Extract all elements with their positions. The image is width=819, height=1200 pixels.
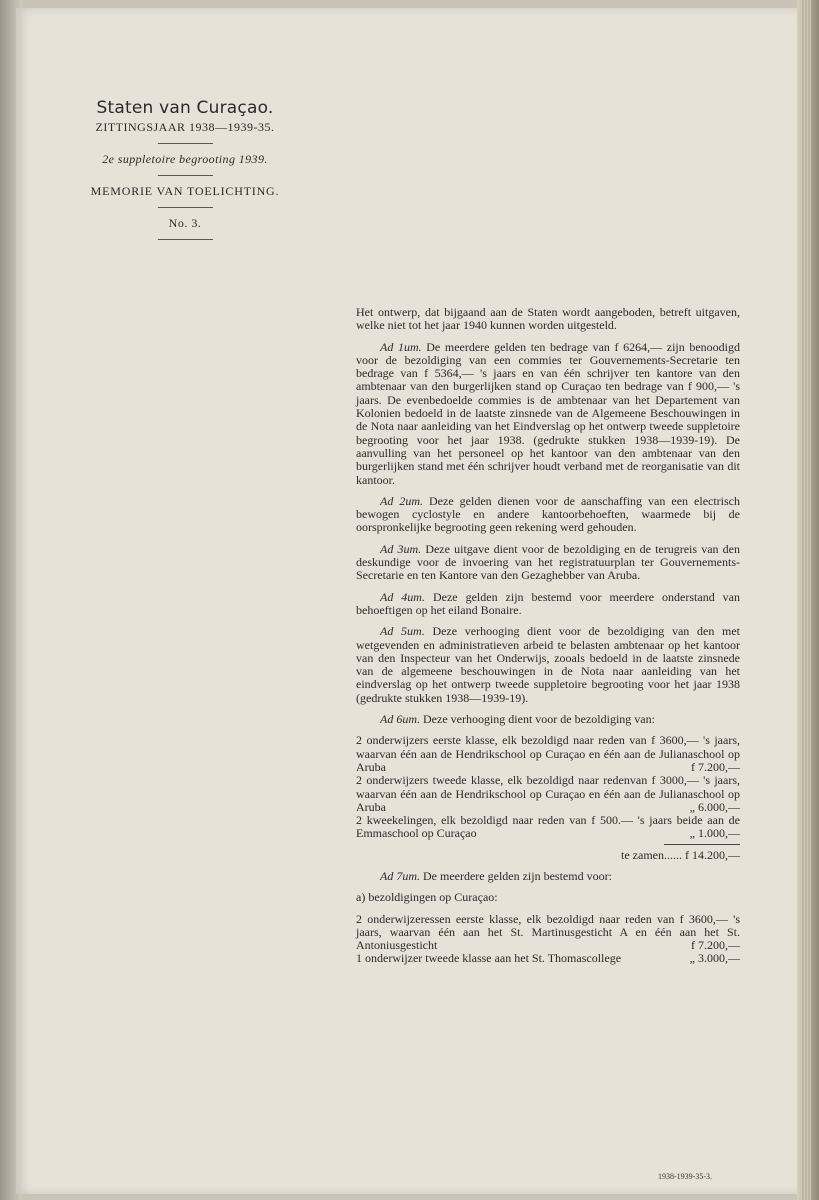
- document-header: [70, 98, 300, 248]
- entry-amount: f 7.200,—: [691, 759, 740, 774]
- salary-entry: [356, 774, 740, 814]
- intro-paragraph: Het ontwerp, dat bijgaand aan de Staten wordt aangeboden, betreft uitgaven, welke niet tot het jaar 1940 kunnen worden uitgesteld.: [356, 305, 740, 333]
- item-label: Ad 6um.: [380, 712, 420, 727]
- item-text: Deze gelden dienen voor de aanschaffing van een electrisch bewogen cyclostyle en andere kantoorbehoeften, waarmede bij de oorspronkelijke begrooting geen rekening werd gehouden.: [356, 493, 741, 535]
- item-text: De meerdere gelden zijn bestemd voor:: [423, 868, 612, 883]
- memo-body: [356, 306, 740, 966]
- item-text: Deze verhooging dient voor de bezoldiging van:: [423, 712, 655, 727]
- salary-entry: [356, 814, 740, 841]
- salary-entry: [356, 913, 740, 953]
- entry-amount: „ 6.000,—: [689, 799, 740, 814]
- page-title: Staten van Curaçao.: [96, 98, 274, 118]
- entry-text: 2 kweekelingen, elk bezoldigd naar reden van f 500.— 's jaars beide aan de Emmaschool op Curaçao: [356, 813, 740, 841]
- item-paragraph: [356, 713, 740, 726]
- memo-heading: MEMORIE VAN TOELICHTING.: [90, 184, 280, 198]
- item-paragraph: [356, 870, 740, 883]
- item-text: Deze gelden zijn bestemd voor meerdere onderstand van behoeftigen op het eiland Bonaire.: [356, 589, 741, 617]
- item-label: Ad 3um.: [380, 541, 422, 556]
- session-line: ZITTINGSJAAR 1938—1939-35.: [95, 120, 275, 134]
- item-paragraph: [356, 591, 740, 618]
- item-paragraph: [356, 625, 740, 705]
- total-label: te zamen......: [621, 847, 682, 862]
- item-label: Ad 7um.: [380, 868, 420, 883]
- divider: [158, 175, 213, 176]
- salary-entry: [356, 952, 740, 965]
- entry-text: 2 onderwijzeressen eerste klasse, elk bezoldigd naar reden van f 3600,— 's jaars, waarvan één aan het St. Martinusgesticht A en één aan het St. Antoniusgesticht: [356, 911, 740, 953]
- entry-text: 2 onderwijzers eerste klasse, elk bezoldigd naar reden van f 3600,— 's jaars, waarvan één aan de Hendrikschool op Curaçao en één aan de Julianaschool op Aruba: [356, 733, 740, 774]
- total-line: [356, 849, 740, 862]
- entry-text: 2 onderwijzers tweede klasse, elk bezoldigd naar redenvan f 3000,— 's jaars, waarvan één aan de Hendrikschool op Curaçao en één aan de Julianaschool op Aruba: [356, 773, 740, 814]
- page-footer: 1938-1939-35-3.: [658, 1172, 712, 1181]
- salary-entry: [356, 734, 740, 774]
- item-text: Deze verhooging dient voor de bezoldiging van den met wetgevenden en administratieven arbeid te belasten ambtenaar op het kantoor van den Inspecteur van het Onderwijs, zooals bedoeld in de laatste zinsnede van de algemeene beschouwingen in de Nota naar aanleiding van het eindverslag op het ontwerp tweede suppletoire begrooting voor het jaar 1938 (gedrukte stukken 1938—1939-19).: [356, 624, 741, 705]
- item-text: De meerdere gelden ten bedrage van f 6264,— zijn benoodigd voor de bezoldiging van een commies ter Gouvernements-Secretarie ten bedrage van f 5364,— 's jaars en van één schrijver ten kantore van den ambtenaar van den burgerlijken stand op Curaçao ten bedrage van f 900,— 's jaars. De evenbedoelde commies is de ambtenaar van het Departement van Kolonien bedoeld in de laatste zinsnede van de Algemeene Beschouwingen in de Nota naar aanleiding van het Eindverslag op het ontwerp tweede suppletoire begrooting voor het jaar 1938. (gedrukte stukken 1938—1939-19). De aanvulling van het personeel op het kantoor van den ambtenaar van den burgerlijken stand met één schrijver houdt verband met de reorganisatie van dit kantoor.: [356, 339, 741, 487]
- entry-text: 1 onderwijzer tweede klasse aan het St. Thomascollege: [356, 951, 622, 966]
- budget-line: 2e suppletoire begrooting 1939.: [102, 152, 268, 166]
- sub-heading: a) bezoldigingen op Curaçao:: [356, 890, 498, 905]
- item-paragraph: [356, 543, 740, 583]
- item-label: Ad 2um.: [380, 493, 423, 508]
- divider: [158, 207, 213, 208]
- item-paragraph: [356, 495, 740, 535]
- item-label: Ad 4um.: [380, 589, 425, 604]
- entry-amount: f 7.200,—: [691, 938, 740, 953]
- item-text: Deze uitgave dient voor de bezoldiging en de terugreis van den deskundige voor de invoering van het registratuurplan ter Gouvernements-Secretarie en ten Kantore van den Gezaghebber van Aruba.: [356, 541, 741, 583]
- page-edge: [797, 0, 819, 1200]
- document-number: No. 3.: [168, 216, 202, 230]
- sum-rule: [664, 844, 740, 845]
- divider: [158, 239, 213, 240]
- stacked-pages: [801, 0, 811, 1200]
- total-amount: f 14.200,—: [685, 847, 740, 862]
- item-label: Ad 1um.: [380, 339, 422, 354]
- item-paragraph: [356, 341, 740, 487]
- item-label: Ad 5um.: [380, 624, 425, 639]
- divider: [158, 143, 213, 144]
- entry-amount: „ 3.000,—: [689, 951, 740, 966]
- entry-amount: „ 1.000,—: [689, 826, 740, 841]
